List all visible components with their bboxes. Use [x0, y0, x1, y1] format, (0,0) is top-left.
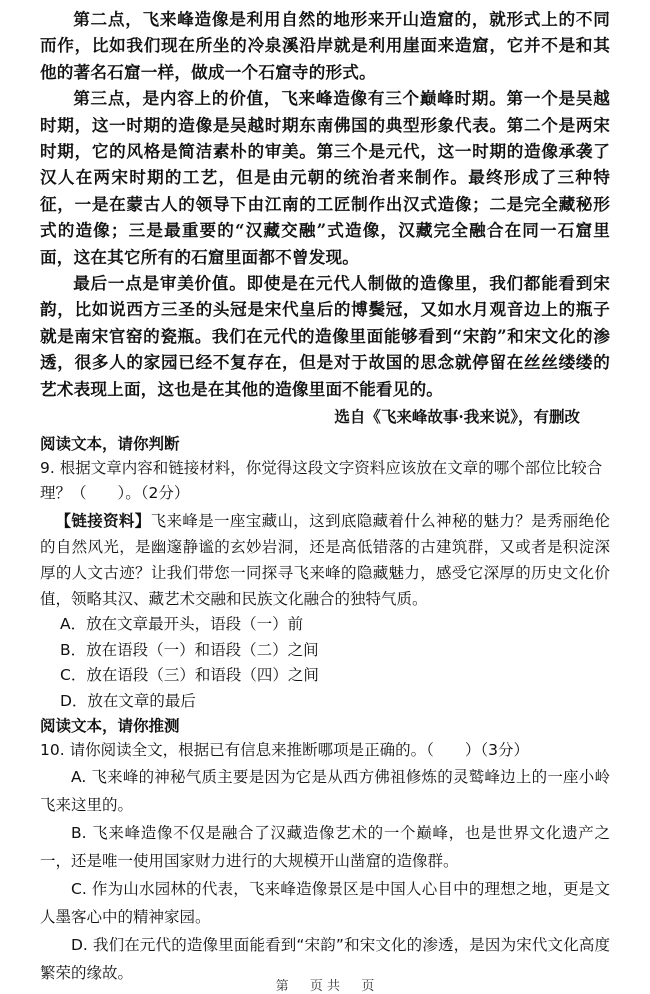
question-9-option-d: D．放在文章的最后 [60, 691, 196, 710]
question-9-option-b: B．放在语段（一）和语段（二）之间 [60, 640, 319, 659]
page-footer: 第 页 共 页 [275, 979, 375, 994]
link-material-tag: 【链接资料】 [55, 511, 151, 531]
link-material-text: 飞来峰是一座宝藏山，这到底隐藏着什么神秘的魅力？是秀丽绝伦的自然风光，是幽邃静谧的玄妙岩洞，还是高低错落的古建筑群，又或者是积淀深厚的人文古迹？让我们带您一同探寻飞来峰的隐藏魅力，感受它深厚的历史文化价值，领略其汉、藏艺术交融和民族文化融合的独特气质。 [40, 512, 610, 609]
question-9-option-a: A．放在文章最开头，语段（一）前 [60, 615, 304, 634]
passage-paragraph: 第二点，飞来峰造像是利用自然的地形来开山造窟的，就形式上的不同而作，比如我们现在所坐的冷泉溪沿岸就是利用崖面来造窟，它并不是和其他的著名石窟一样，做成一个石窟寺的形式。 [40, 9, 610, 82]
question-10-stem: 10. 请你阅读全文，根据已有信息来推断哪项是正确的。（ ）（3分） [40, 741, 529, 760]
passage-paragraph: 最后一点是审美价值。即使是在元代人制做的造像里，我们都能看到宋韵，比如说西方三圣的头冠是宋代皇后的博鬓冠，又如水月观音边上的瓶子就是南宋官窑的瓷瓶。我们在元代的造像里面能够看到“宋韵”和宋文化的渗透，很多人的家园已经不复存在，但是对于故国的思念就停留在丝丝缕缕的艺术表现上面，这也是在其他的造像里面不能看见的。 [40, 273, 610, 399]
passage-source: 选自《飞来峰故事·我来说》，有删改 [334, 407, 580, 427]
question-10-option-d: D. 我们在元代的造像里面能看到“宋韵”和宋文化的渗透，是因为宋代文化高度繁荣的缘故。 [40, 936, 610, 983]
section-heading-infer: 阅读文本，请你推测 [40, 717, 180, 736]
question-10-option-a: A. 飞来峰的神秘气质主要是因为它是从西方佛祖修炼的灵鹫峰边上的一座小岭飞来这里的。 [40, 768, 610, 815]
passage-paragraph: 第三点，是内容上的价值，飞来峰造像有三个巅峰时期。第一个是吴越时期，这一时期的造像是吴越时期东南佛国的典型形象代表。第二个是两宋时期，它的风格是简洁素朴的审美。第三个是元代，这一时期的造像承袭了汉人在两宋时期的工艺，但是由元朝的统治者来制作。最终形成了三种特征，一是在蒙古人的领导下由江南的工匠制作出汉式造像；二是完全藏秘形式的造像；三是最重要的“汉藏交融”式造像，汉藏完全融合在同一石窟里面，这在其它所有的石窟里面都不曾发现。 [40, 88, 610, 267]
question-9-stem: 9. 根据文章内容和链接材料，你觉得这段文字资料应该放在文章的哪个部位比较合理？（ ）。（2分） [40, 459, 603, 503]
question-9-option-c: C．放在语段（三）和语段（四）之间 [60, 666, 319, 685]
section-heading-judge: 阅读文本，请你判断 [40, 435, 180, 454]
question-10-option-c: C. 作为山水园林的代表，飞来峰造像景区是中国人心目中的理想之地，更是文人墨客心中的精神家园。 [40, 880, 610, 927]
question-10-option-b: B. 飞来峰造像不仅是融合了汉藏造像艺术的一个巅峰，也是世界文化遗产之一，还是唯一使用国家财力进行的大规模开山凿窟的造像群。 [40, 824, 610, 871]
link-material [40, 508, 610, 612]
